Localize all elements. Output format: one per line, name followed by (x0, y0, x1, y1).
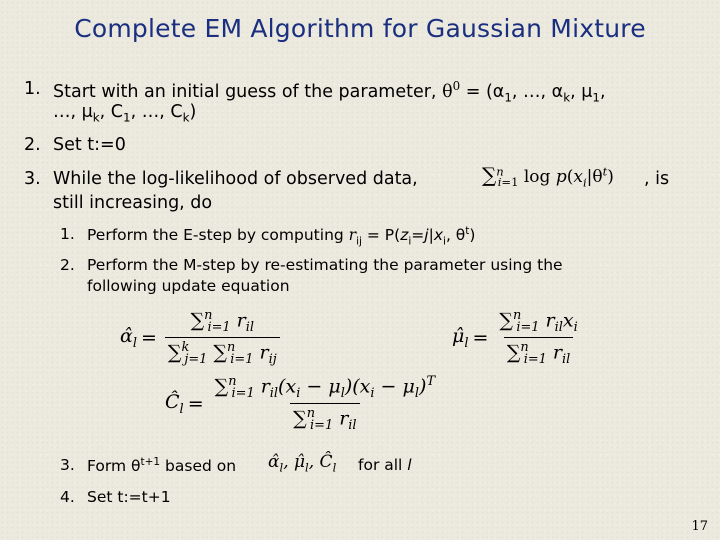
step-3-text-is: , is (644, 169, 670, 189)
step-1-line-2: …, $\mu_k$, $C_1$, …, $C_k$) (53, 102, 197, 125)
parameter-estimates: $\alphâ_l$, $\mû_l$, $Ĉ_l$ (268, 452, 337, 475)
substep-2-text-line-2: following update equation (87, 277, 290, 295)
substep-2-number: 2. (60, 256, 75, 274)
substep-3-text: Form $\theta^{t+1}$ based on (87, 456, 237, 476)
substep-1-text: Perform the E-step by computing $r_{ij} = P(z_i=j|x_i$, $\theta^t$) (87, 225, 476, 248)
slide-number: 17 (691, 519, 708, 534)
step-2-text: Set t:=0 (53, 135, 126, 155)
step-3-text: While the log-likelihood of observed data, (53, 169, 418, 189)
step-1-line-1: Start with an initial guess of the parameter, $\theta^0 = (\alpha_1$, …, $\alpha_k$, $\mu_1$, (53, 79, 606, 105)
log-likelihood-formula: ∑$^n_{i=1}$ $\log p(x_i|\theta^t)$ (482, 163, 614, 190)
substep-3-number: 3. (60, 456, 75, 474)
step-1-number: 1. (24, 79, 41, 99)
mu-update-equation: $\mû_l$ = $\frac{\sum^n_{i=1} r_{il}x_i}{\sum^n_{i=1} r_{il}}$ (452, 308, 578, 368)
step-4-text: Set t:=t+1 (87, 488, 171, 506)
substep-1-number: 1. (60, 225, 75, 243)
step-4-number: 4. (60, 488, 75, 506)
step-2-number: 2. (24, 135, 41, 155)
covariance-update-equation: $Ĉ_l$ = $\frac{\sum^n_{i=1} r_{il}(x_i - \mu_l)(x_i - \mu_l)^T}{\sum^n_{i=1} r_{il}}$ (165, 374, 436, 434)
alpha-update-equation: $\alphâ_l$ = $\frac{\sum^n_{i=1} r_{il}}{\sum^k_{j=1} \sum^n_{i=1} r_{ij}}$ (120, 308, 284, 367)
substep-3-for-all: for all l (358, 456, 412, 474)
substep-2-text-line-1: Perform the M-step by re-estimating the parameter using the (87, 256, 563, 274)
step-3-number: 3. (24, 169, 41, 189)
step-3-text-cont: still increasing, do (53, 193, 213, 213)
step-1-text: Start with an initial guess of the parameter, (53, 81, 443, 102)
slide-title: Complete EM Algorithm for Gaussian Mixture (74, 14, 646, 43)
